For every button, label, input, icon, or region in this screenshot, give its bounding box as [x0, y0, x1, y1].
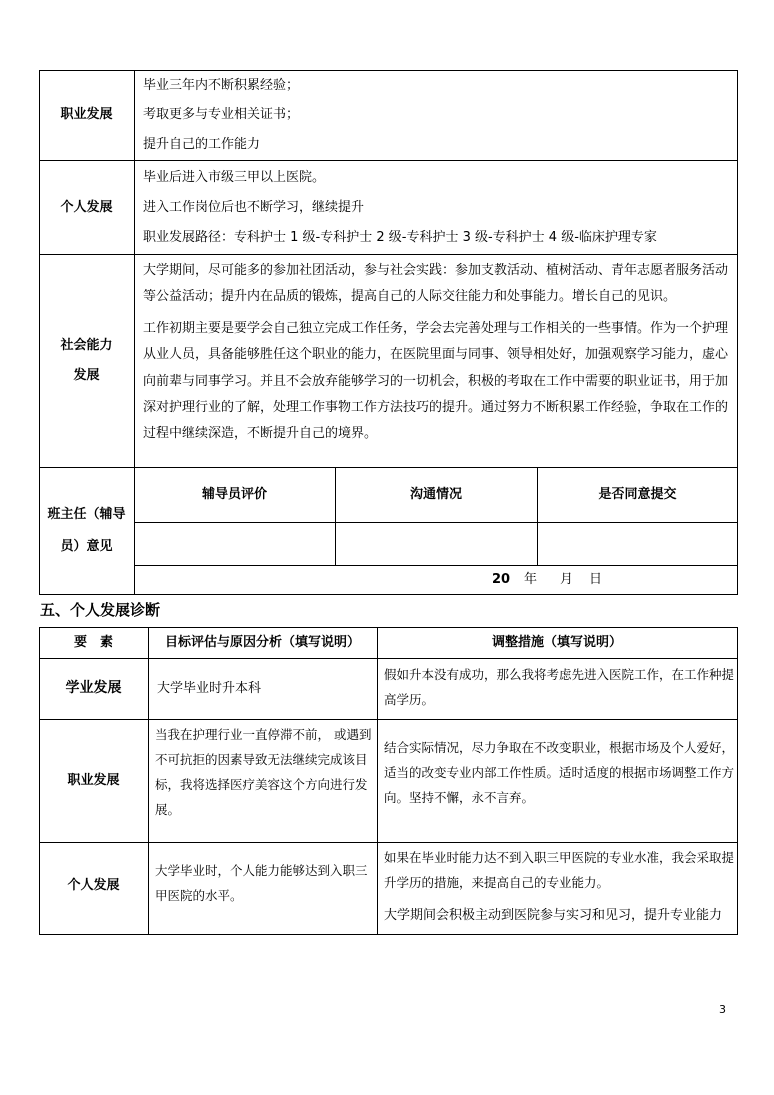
personal-line-1: 毕业后进入市级三甲以上医院。: [143, 170, 326, 185]
advisor-evaluation-header: 辅导员评价: [201, 487, 267, 502]
advisor-col-divider: [335, 467, 336, 565]
diag-row-1-element: 学业发展: [65, 680, 122, 696]
section-title: 五、个人发展诊断: [40, 601, 161, 619]
social-paragraph-2: 工作初期主要是要学会自己独立完成工作任务，学会去完善处理与工作相关的一些事情。作为一个护理从业人员，具备能够胜任这个职业的能力，在医院里面与同事、领导相处好，加强观察学习能力，虚心向前辈与同事学习。并且不会放弃能够学习的一切机会，积极的考取在工作中需要的职业证书，用于加深对护理行业的了解，处理工作事物工作方法技巧的提升。通过努力不断积累工作经验，争取在工作的过程中继续深造，不断提升自己的境界。: [143, 321, 729, 442]
top-table-border-bottom: [39, 594, 738, 595]
career-line-3: 提升自己的工作能力: [143, 137, 261, 152]
diag-row-divider: [39, 719, 738, 720]
diag-col-divider: [148, 627, 149, 935]
diag-row-divider: [39, 842, 738, 843]
diag-row-3-analysis: 大学毕业时，个人能力能够达到入职三甲医院的水平。: [155, 863, 368, 903]
advisor-label-line-1: 班主任（辅导: [47, 507, 126, 522]
diag-col-divider: [377, 627, 378, 935]
social-label-line-2: 发展: [73, 368, 100, 383]
diag-header-measures: 调整措施（填写说明）: [491, 635, 622, 650]
date-year: 20: [492, 572, 511, 587]
advisor-label-line-2: 员）意见: [60, 539, 113, 554]
diag-row-2-element: 职业发展: [67, 773, 120, 788]
top-table-border-right: [737, 70, 738, 595]
diag-header-analysis: 目标评估与原因分析（填写说明）: [164, 635, 360, 650]
top-table-border-top: [39, 70, 738, 71]
social-paragraph-1: 大学期间，尽可能多的参加社团活动，参与社会实践：参加支教活动、植树活动、青年志愿者服务活动等公益活动；提升内在品质的锻炼，提高自己的人际交往能力和处事能力。增长自己的见识。: [143, 263, 729, 305]
label-column-divider: [134, 70, 135, 595]
row-divider: [134, 565, 738, 566]
diag-row-divider: [39, 658, 738, 659]
diag-row-3-measures: 如果在毕业时能力达不到入职三甲医院的专业水准，我会采取提升学历的措施，来提高自己的专业能力。: [384, 850, 735, 890]
page-number: 3: [719, 1003, 726, 1016]
diag-table-border-right: [737, 627, 738, 935]
row-divider: [39, 467, 738, 468]
diag-table-border-bottom: [39, 934, 738, 935]
career-label: 职业发展: [60, 107, 113, 122]
advisor-col-divider: [537, 467, 538, 565]
approval-header: 是否同意提交: [598, 487, 677, 502]
diag-row-3-element: 个人发展: [67, 878, 120, 893]
personal-label: 个人发展: [60, 200, 113, 215]
date-day-unit: 日: [589, 572, 603, 587]
diag-row-1-measures: 假如升本没有成功，那么我将考虑先进入医院工作，在工作种提高学历。: [384, 667, 735, 707]
diag-header-element: 要 素: [73, 635, 113, 650]
diag-row-2-analysis: 当我在护理行业一直停滞不前， 或遇到不可抗拒的因素导致无法继续完成该目标，我将选择医疗美容这个方向进行发展。: [155, 727, 372, 817]
personal-line-2: 进入工作岗位后也不断学习，继续提升: [143, 200, 365, 215]
date-month-unit: 月: [560, 572, 574, 587]
diag-row-3-measures-extra: 大学期间会积极主动到医院参与实习和见习，提升专业能力: [384, 908, 723, 923]
career-line-1: 毕业三年内不断积累经验；: [143, 78, 300, 93]
career-line-2: 考取更多与专业相关证书；: [143, 107, 300, 122]
row-divider: [39, 160, 738, 161]
communication-header: 沟通情况: [409, 487, 462, 502]
date-year-unit: 年: [524, 572, 538, 587]
row-divider: [134, 522, 738, 523]
diag-row-2-measures: 结合实际情况，尽力争取在不改变职业，根据市场及个人爱好，适当的改变专业内部工作性质。适时适度的根据市场调整工作方向。坚持不懈，永不言弃。: [384, 740, 735, 805]
personal-line-3: 职业发展路径：专科护士 1 级-专科护士 2 级-专科护士 3 级-专科护士 4 级-临床护理专家: [143, 230, 657, 245]
row-divider: [39, 254, 738, 255]
social-label-line-1: 社会能力: [60, 338, 113, 353]
diag-row-1-analysis: 大学毕业时升本科: [157, 681, 262, 696]
diag-table-border-top: [39, 627, 738, 628]
